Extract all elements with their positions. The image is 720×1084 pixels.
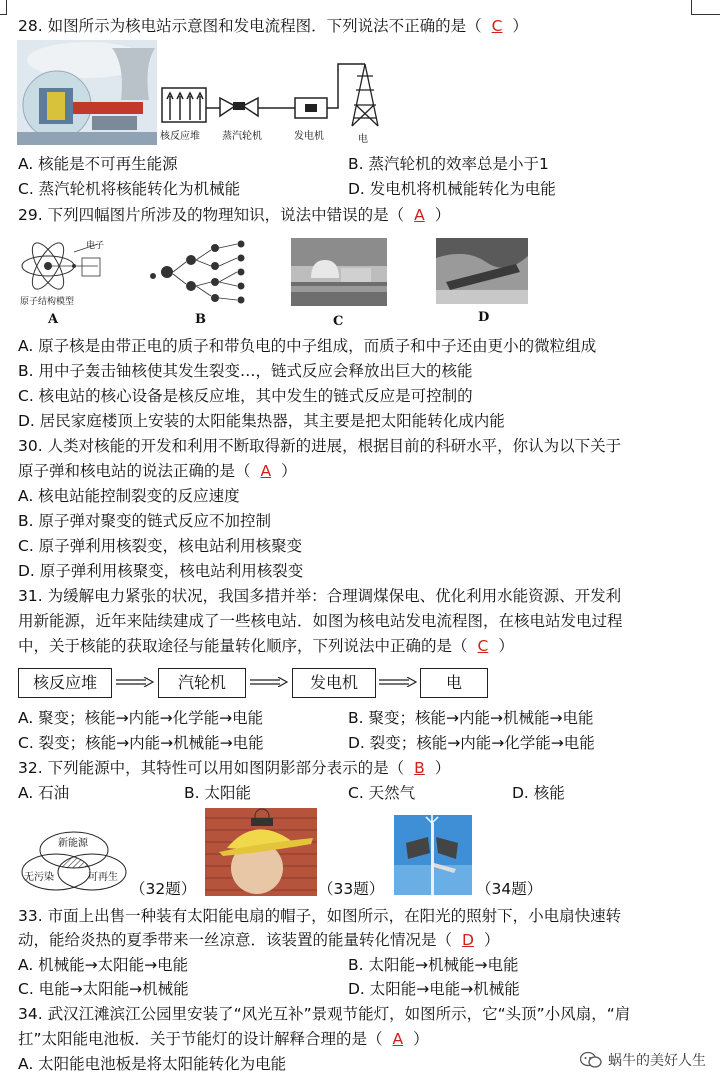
q30-option-b: B. 原子弹对聚变的链式反应不加控制 xyxy=(18,512,271,530)
venn-label-no-pollution: 无污染 xyxy=(24,872,54,883)
q29-stem xyxy=(18,204,450,226)
q28-stem xyxy=(18,15,528,37)
q32-option-c: C. 天然气 xyxy=(348,784,416,802)
q32-figure-caption: （32题） xyxy=(130,880,197,898)
q30-answer: A xyxy=(260,462,272,480)
q34-figure-caption: （34题） xyxy=(476,880,543,898)
venn-label-renewable: 可再生 xyxy=(88,872,118,883)
q30-option-d: D. 原子弹利用核聚变，核电站利用核裂变 xyxy=(18,562,304,580)
chain-reaction-figure xyxy=(145,238,255,308)
q32-option-b: B. 太阳能 xyxy=(184,784,251,802)
q29-option-b: B. 用中子轰击铀核使其发生裂变…，链式反应会释放出巨大的核能 xyxy=(18,362,473,380)
flow-box-reactor: 核反应堆 xyxy=(18,668,112,698)
atom-label-model: 原子结构模型 xyxy=(20,297,75,307)
q32-option-a: A. 石油 xyxy=(18,784,70,802)
q33-close: ） xyxy=(483,931,500,949)
q29-option-d: D. 居民家庭楼顶上安装的太阳能集热器，其主要是把太阳能转化成内能 xyxy=(18,412,505,430)
q30-option-c: C. 原子弹利用核裂变，核电站利用核聚变 xyxy=(18,537,303,555)
atom-label-electron: 电子 xyxy=(86,241,105,251)
flow-arrow-2 xyxy=(250,677,288,687)
q32-close: ） xyxy=(434,759,451,777)
q28-option-b: B. 蒸汽轮机的效率总是小于1 xyxy=(348,155,549,173)
q33-stem-line1: 33. 市面上出售一种装有太阳能电扇的帽子，如图所示，在阳光的照射下，小电扇快速转 xyxy=(18,907,622,925)
street-lamp-photo xyxy=(394,815,472,895)
q31-stem-line1: 31. 为缓解电力紧张的状况，我国多措并举：合理调煤保电、优化利用水能资源、开发利 xyxy=(18,587,622,605)
q28-option-d: D. 发电机将机械能转化为电能 xyxy=(348,180,556,198)
wechat-watermark xyxy=(580,1050,706,1070)
watermark-text: 蜗牛的美好人生 xyxy=(608,1053,706,1069)
q28-options-row1 xyxy=(18,153,178,175)
q29-option-a: A. 原子核是由带正电的质子和带负电的中子组成，而质子和中子还由更小的微粒组成 xyxy=(18,337,597,355)
q29-caption-d: D xyxy=(478,310,490,325)
q31-option-b: B. 聚变；核能→内能→机械能→电能 xyxy=(348,709,594,727)
q33-figure-caption: （33题） xyxy=(318,880,385,898)
corner-mark-left xyxy=(0,0,7,15)
q33-answer: D xyxy=(462,931,474,949)
q32-stem-text: 32. 下列能源中，其特性可以用如图阴影部分表示的是（ xyxy=(18,759,405,777)
q34-stem-line2 xyxy=(18,1028,429,1050)
q29-caption-a: A xyxy=(48,312,59,327)
flow-label-turbine: 蒸汽轮机 xyxy=(222,131,262,142)
q32-answer: B xyxy=(414,759,425,777)
q34-stem-line1: 34. 武汉江滩滨江公园里安装了“风光互补”景观节能灯，如图所示，它“头顶”小风扇，“肩 xyxy=(18,1005,631,1023)
flow-label-reactor: 核反应堆 xyxy=(160,131,200,142)
q33-option-b: B. 太阳能→机械能→电能 xyxy=(348,956,519,974)
q29-option-c: C. 核电站的核心设备是核反应堆，其中发生的链式反应是可控制的 xyxy=(18,387,473,405)
q31-option-c: C. 裂变；核能→内能→机械能→电能 xyxy=(18,734,264,752)
q28-stem-text: 28. 如图所示为核电站示意图和发电流程图．下列说法不正确的是（ xyxy=(18,17,482,35)
flow-box-electricity: 电 xyxy=(420,668,488,698)
q33-option-a: A. 机械能→太阳能→电能 xyxy=(18,956,189,974)
flow-arrow-1 xyxy=(116,677,154,687)
q31-stem-line2: 用新能源，近年来陆续建成了一些核电站．如图为核电站发电流程图，在核电站发电过程 xyxy=(18,612,623,630)
flow-box-turbine: 汽轮机 xyxy=(158,668,246,698)
power-flow-diagram xyxy=(160,60,400,146)
q28-close: ） xyxy=(512,17,528,35)
flow-box-generator: 发电机 xyxy=(292,668,376,698)
q32-stem xyxy=(18,757,450,779)
q33-option-d: D. 太阳能→电能→机械能 xyxy=(348,980,520,998)
q33-stem-text: 动，能给炎热的夏季带来一丝凉意．该装置的能量转化情况是（ xyxy=(18,931,453,949)
q29-stem-text: 29. 下列四幅图片所涉及的物理知识，说法中错误的是（ xyxy=(18,206,405,224)
q31-option-d: D. 裂变；核能→内能→化学能→电能 xyxy=(348,734,595,752)
q30-stem-line2 xyxy=(18,460,297,482)
q30-option-a: A. 核电站能控制裂变的反应速度 xyxy=(18,487,240,505)
q31-option-a: A. 聚变；核能→内能→化学能→电能 xyxy=(18,709,264,727)
q31-answer: C xyxy=(477,637,489,655)
solar-fan-hat-photo xyxy=(205,808,317,896)
flow-label-electricity: 电 xyxy=(358,134,368,145)
q31-stem-line3 xyxy=(18,635,514,657)
corner-mark-right xyxy=(691,0,720,15)
q33-stem-line2 xyxy=(18,929,499,951)
wechat-icon xyxy=(580,1051,602,1069)
q34-close: ） xyxy=(413,1030,429,1048)
venn-label-new-energy: 新能源 xyxy=(58,838,88,849)
flow-label-generator: 发电机 xyxy=(294,131,324,142)
flow-arrow-3 xyxy=(379,677,417,687)
q28-option-a: A. 核能是不可再生能源 xyxy=(18,155,178,173)
q30-stem-line1: 30. 人类对核能的开发和利用不断取得新的进展，根据目前的科研水平，你认为以下关于 xyxy=(18,437,622,455)
q34-answer: A xyxy=(392,1030,404,1048)
atom-model-figure xyxy=(18,236,128,308)
q29-answer: A xyxy=(414,206,425,224)
solar-heater-photo xyxy=(436,238,528,304)
q29-close: ） xyxy=(434,206,451,224)
energy-venn-diagram xyxy=(18,826,130,896)
q34-option-a: A. 太阳能电池板是将太阳能转化为电能 xyxy=(18,1055,287,1073)
q28-answer: C xyxy=(491,17,503,35)
q29-caption-c: C xyxy=(333,314,344,329)
q30-stem-text: 原子弹和核电站的说法正确的是（ xyxy=(18,462,251,480)
q33-option-c: C. 电能→太阳能→机械能 xyxy=(18,980,189,998)
q28-option-c: C. 蒸汽轮机将核能转化为机械能 xyxy=(18,180,241,198)
q34-stem-text: 扛”太阳能电池板．关于节能灯的设计解释合理的是（ xyxy=(18,1030,383,1048)
nuclear-plant-illustration xyxy=(17,40,157,145)
q31-stem-text: 中，关于核能的获取途径与能量转化顺序，下列说法中正确的是（ xyxy=(18,637,468,655)
q29-caption-b: B xyxy=(195,312,206,327)
q30-close: ） xyxy=(281,462,297,480)
nuclear-station-photo xyxy=(291,238,387,306)
q32-option-d: D. 核能 xyxy=(512,784,565,802)
q31-close: ） xyxy=(498,637,514,655)
